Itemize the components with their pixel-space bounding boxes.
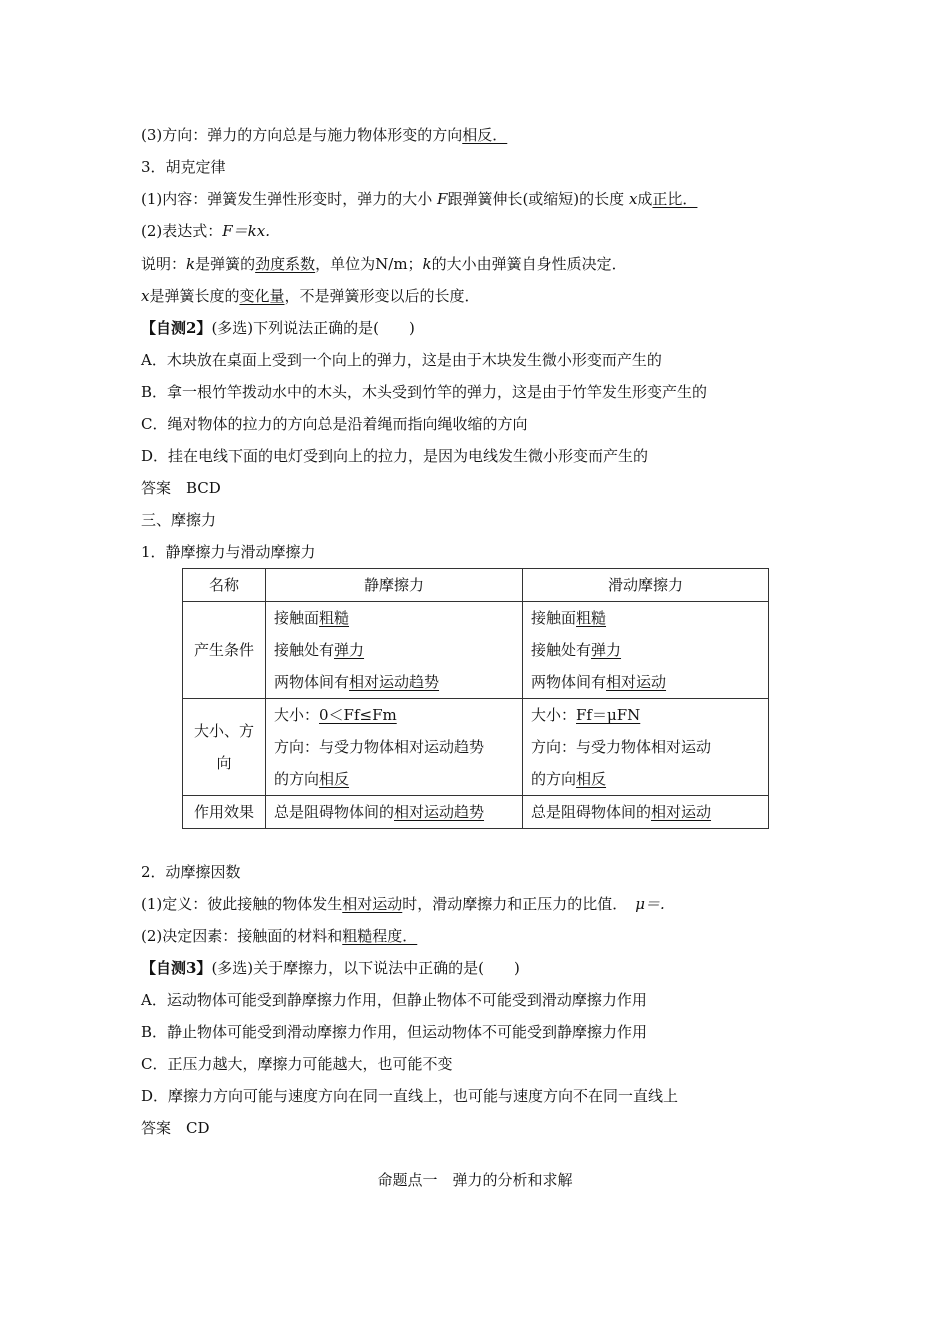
friction-subsection-2: 2．动摩擦因数 xyxy=(141,863,241,881)
cell-text: 总是阻碍物体间的 xyxy=(531,803,652,821)
cell-line xyxy=(531,602,760,634)
table-cell-condition: 产生条件 xyxy=(183,602,266,699)
topic-heading: 命题点一 弹力的分析和求解 xyxy=(377,1171,573,1189)
direction-answer: 相反． xyxy=(462,126,508,144)
hooke-content-text-c: 成 xyxy=(637,190,653,208)
expression-formula: F＝kx. xyxy=(222,222,270,240)
cell-answer: 相对运动 xyxy=(651,803,712,821)
cell-text: 的方向 xyxy=(531,770,577,788)
self-test-2-tag: 【自测2】 xyxy=(141,319,212,337)
mu-formula: μ＝. xyxy=(635,895,665,913)
cell-line xyxy=(274,602,514,634)
symbol-x: x xyxy=(628,190,638,208)
cell-line xyxy=(531,763,760,795)
table-cell-sliding-effect xyxy=(523,796,769,829)
self-test-2-option-c: C．绳对物体的拉力的方向总是沿着绳而指向绳收缩的方向 xyxy=(141,415,528,433)
symbol-k-2: k xyxy=(422,255,432,273)
self-test-2-option-b: B．拿一根竹竿拨动水中的木头，木头受到竹竿的弹力，这是由于竹竿发生形变产生的 xyxy=(141,383,708,401)
direction-line xyxy=(141,125,507,145)
cell-answer: 弹力 xyxy=(591,641,622,659)
self-test-3-answer: 答案 CD xyxy=(141,1119,210,1137)
cell-text: 向 xyxy=(216,754,232,772)
x-text-c: ，不是弹簧形变以后的长度． xyxy=(284,287,480,305)
table-row xyxy=(183,796,769,829)
factor-text: (2)决定因素：接触面的材料和 xyxy=(141,927,343,945)
symbol-x-2: x xyxy=(141,287,150,305)
self-test-3-stem xyxy=(141,958,520,978)
cell-answer: 相对运动趋势 xyxy=(349,673,440,691)
table-cell-sliding-size xyxy=(523,699,769,796)
cell-answer: 相对运动 xyxy=(606,673,667,691)
self-test-2-answer: 答案 BCD xyxy=(141,479,221,497)
note-text-b: 是弹簧的 xyxy=(195,255,256,273)
hooke-law-title: 3．胡克定律 xyxy=(141,158,226,176)
definition-text-a: (1)定义：彼此接触的物体发生 xyxy=(141,895,343,913)
definition-line xyxy=(141,894,665,914)
note-line-x xyxy=(141,286,480,306)
self-test-3-question: (多选)关于摩擦力，以下说法中正确的是( ) xyxy=(211,959,520,977)
table-cell-static-condition xyxy=(266,602,523,699)
symbol-F: F xyxy=(437,190,448,208)
cell-answer: 粗糙 xyxy=(576,609,607,627)
cell-text: 接触面 xyxy=(274,609,320,627)
self-test-3-option-d: D．摩擦力方向可能与速度方向在同一直线上，也可能与速度方向不在同一直线上 xyxy=(141,1087,679,1105)
table-row xyxy=(183,602,769,699)
table-cell-sliding-condition xyxy=(523,602,769,699)
self-test-2-option-a: A．木块放在桌面上受到一个向上的弹力，这是由于木块发生微小形变而产生的 xyxy=(141,351,662,369)
cell-answer: 相反 xyxy=(319,770,350,788)
expression-label: (2)表达式： xyxy=(141,222,223,240)
cell-answer: 弹力 xyxy=(334,641,365,659)
self-test-2-option-d: D．挂在电线下面的电灯受到向上的拉力，是因为电线发生微小形变而产生的 xyxy=(141,447,649,465)
cell-line xyxy=(274,699,514,731)
cell-text: 总是阻碍物体间的 xyxy=(274,803,395,821)
hooke-content-answer: 正比． xyxy=(652,190,698,208)
table-row xyxy=(183,569,769,602)
note-answer: 劲度系数 xyxy=(255,255,316,273)
note-line-k xyxy=(141,254,627,274)
cell-text: 两物体间有 xyxy=(274,673,350,691)
hooke-expression-line xyxy=(141,221,270,241)
cell-line xyxy=(531,699,760,731)
cell-answer: 相反 xyxy=(576,770,607,788)
cell-text: 大小： xyxy=(274,706,320,724)
note-text-c: ，单位为N/m； xyxy=(315,255,423,273)
cell-text: 两物体间有 xyxy=(531,673,607,691)
direction-text: (3)方向：弹力的方向总是与施力物体形变的方向 xyxy=(141,126,463,144)
definition-answer: 相对运动 xyxy=(342,895,403,913)
cell-formula: 0＜Ff≤Fm xyxy=(319,706,397,724)
cell-text: 接触处有 xyxy=(274,641,335,659)
hooke-content-text-b: 跟弹簧伸长(或缩短)的长度 xyxy=(447,190,629,208)
factor-answer: 粗糙程度． xyxy=(342,927,418,945)
hooke-content-text-a: (1)内容：弹簧发生弹性形变时，弹力的大小 xyxy=(141,190,438,208)
section-friction-title: 三、摩擦力 xyxy=(141,511,217,529)
self-test-3-tag: 【自测3】 xyxy=(141,959,212,977)
cell-text: 大小： xyxy=(531,706,577,724)
table-header-static: 静摩擦力 xyxy=(266,569,523,602)
cell-formula: Ff＝μFN xyxy=(576,706,641,724)
table-header-sliding: 滑动摩擦力 xyxy=(523,569,769,602)
note-text-d: 的大小由弹簧自身性质决定． xyxy=(431,255,627,273)
symbol-k: k xyxy=(186,255,196,273)
table-header-name: 名称 xyxy=(183,569,266,602)
table-cell-static-effect xyxy=(266,796,523,829)
self-test-3-option-b: B．静止物体可能受到滑动摩擦力作用，但运动物体不可能受到静摩擦力作用 xyxy=(141,1023,648,1041)
self-test-2-question: (多选)下列说法正确的是( ) xyxy=(211,319,415,337)
cell-line xyxy=(274,763,514,795)
cell-text: 接触面 xyxy=(531,609,577,627)
definition-text-b: 时，滑动摩擦力和正压力的比值． xyxy=(402,895,628,913)
note-label: 说明： xyxy=(141,255,187,273)
self-test-3-option-c: C．正压力越大，摩擦力可能越大，也可能不变 xyxy=(141,1055,453,1073)
x-answer: 变化量 xyxy=(239,287,285,305)
table-cell-effect: 作用效果 xyxy=(183,796,266,829)
cell-answer: 相对运动趋势 xyxy=(394,803,485,821)
cell-line xyxy=(274,634,514,666)
table-cell-static-size xyxy=(266,699,523,796)
cell-text: 方向：与受力物体相对运动趋势 xyxy=(274,738,485,756)
cell-text: 接触处有 xyxy=(531,641,592,659)
table-row xyxy=(183,699,769,796)
self-test-2-stem xyxy=(141,318,415,338)
cell-line xyxy=(531,634,760,666)
hooke-content-line xyxy=(141,189,697,209)
cell-text: 方向：与受力物体相对运动 xyxy=(531,738,712,756)
table-cell-size-direction xyxy=(183,699,266,796)
cell-line xyxy=(531,666,760,698)
factor-line xyxy=(141,926,417,946)
friction-comparison-table xyxy=(182,568,769,829)
x-text-b: 是弹簧长度的 xyxy=(149,287,240,305)
cell-text: 大小、方 xyxy=(193,722,254,740)
friction-subsection-1: 1．静摩擦力与滑动摩擦力 xyxy=(141,543,316,561)
cell-text: 的方向 xyxy=(274,770,320,788)
self-test-3-option-a: A．运动物体可能受到静摩擦力作用，但静止物体不可能受到滑动摩擦力作用 xyxy=(141,991,647,1009)
cell-answer: 粗糙 xyxy=(319,609,350,627)
cell-line xyxy=(274,666,514,698)
